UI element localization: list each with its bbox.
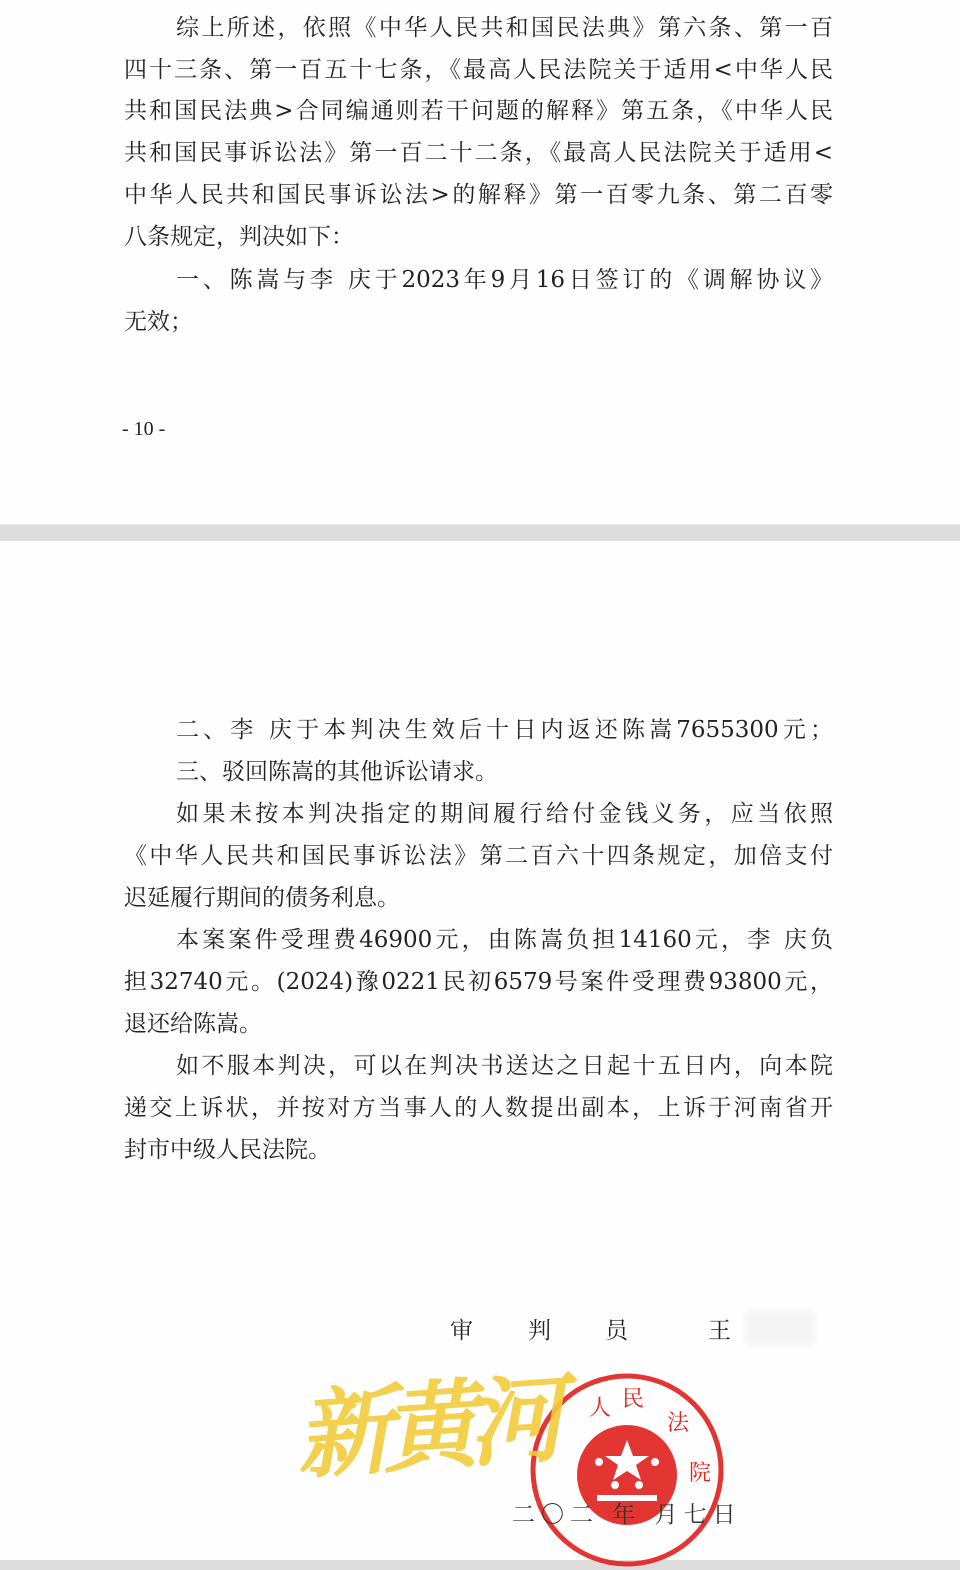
page-number: - 10 - xyxy=(122,418,166,440)
text-line: 一、陈嵩与李 庆于2023年9月16日签订的《调解协议》 xyxy=(176,267,833,293)
text-line: 封市中级人民法院。 xyxy=(124,1137,331,1163)
text-line: 退还给陈嵩。 xyxy=(124,1011,262,1037)
text-line: 递交上诉状，并按对方当事人的人数提出副本，上诉于河南省开 xyxy=(124,1095,833,1121)
redaction-blur xyxy=(745,1310,815,1346)
signature-title-char: 审 xyxy=(450,1318,473,1344)
text-line: 如果未按本判决指定的期间履行给付金钱义务，应当依照 xyxy=(176,801,833,827)
text-line: 如不服本判决，可以在判决书送达之日起十五日内，向本院 xyxy=(176,1053,833,1079)
text-line: 综上所述，依照《中华人民共和国民法典》第六条、第一百 xyxy=(176,15,833,41)
text-line: 迟延履行期间的债务利息。 xyxy=(124,885,400,911)
text-line: 二、李 庆于本判决生效后十日内返还陈嵩7655300元； xyxy=(176,717,833,743)
text-line: 中华人民共和国民事诉讼法>的解释》第一百零九条、第二百零 xyxy=(124,182,833,208)
text-line: 共和国民事诉讼法》第一百二十二条，《最高人民法院关于适用< xyxy=(124,140,833,166)
svg-text:民: 民 xyxy=(622,1387,645,1412)
text-line: 八条规定，判决如下： xyxy=(124,224,354,250)
signature-title-char: 判 xyxy=(528,1318,551,1344)
text-line: 担32740元。(2024)豫0221民初6579号案件受理费93800元， xyxy=(124,969,833,995)
text-line: 四十三条、第一百五十七条，《最高人民法院关于适用<中华人民 xyxy=(124,57,833,83)
text-line: 无效； xyxy=(124,309,193,335)
text-line: 本案案件受理费46900元，由陈嵩负担14160元，李 庆负 xyxy=(176,927,833,953)
text-line: 三、驳回陈嵩的其他诉讼请求。 xyxy=(176,759,498,785)
signature-title-char: 员 xyxy=(605,1318,628,1344)
watermark-logo: 新黄河 xyxy=(292,1362,558,1493)
text-line: 共和国民法典>合同编通则若干问题的解释》第五条，《中华人民 xyxy=(124,98,833,124)
svg-text:法: 法 xyxy=(667,1411,690,1436)
text-line: 《中华人民共和国民事诉讼法》第二百六十四条规定，加倍支付 xyxy=(124,843,833,869)
judgment-date: 二〇二 年 月七日 xyxy=(512,1502,742,1528)
svg-text:人: 人 xyxy=(589,1396,612,1421)
svg-text:院: 院 xyxy=(689,1461,712,1486)
judge-name: 王 xyxy=(708,1318,731,1344)
document-page-10 xyxy=(0,0,960,525)
